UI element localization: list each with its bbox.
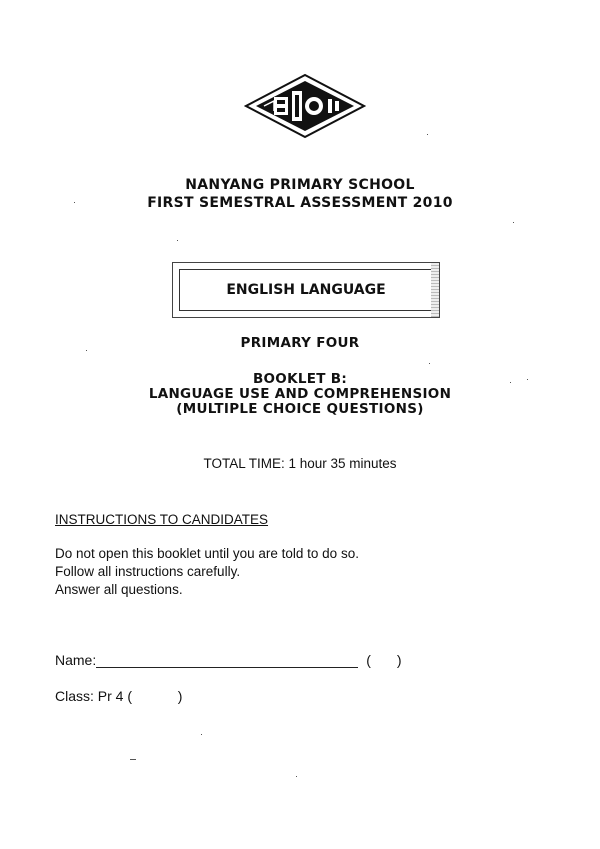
school-header <box>0 176 600 212</box>
scan-speck <box>130 759 136 760</box>
name-bracket-open: ( <box>366 652 371 668</box>
subject-box-edge <box>431 263 439 317</box>
booklet-info <box>0 372 600 417</box>
class-field-row <box>55 688 182 704</box>
level: PRIMARY FOUR <box>240 335 360 351</box>
booklet-line-3: (MULTIPLE CHOICE QUESTIONS) <box>176 401 424 417</box>
booklet-line-1: BOOKLET B: <box>252 371 348 387</box>
scan-speck <box>201 734 202 735</box>
instructions-heading: INSTRUCTIONS TO CANDIDATES <box>55 512 269 527</box>
scan-speck <box>429 363 430 364</box>
name-blank[interactable] <box>96 651 358 668</box>
assessment-title: FIRST SEMESTRAL ASSESSMENT 2010 <box>147 195 453 211</box>
scan-speck <box>427 134 428 135</box>
booklet-line-2: LANGUAGE USE AND COMPREHENSION <box>148 386 452 402</box>
name-bracket-close: ) <box>396 652 402 668</box>
instruction-item: Do not open this booklet until you are told to do so. <box>55 546 359 561</box>
school-logo <box>244 73 366 139</box>
instructions-list <box>55 545 359 599</box>
scan-speck <box>296 776 297 777</box>
scan-speck <box>510 382 511 383</box>
scan-speck <box>513 222 514 223</box>
class-bracket-close: ) <box>177 688 183 704</box>
total-time: TOTAL TIME: 1 hour 35 minutes <box>203 456 397 471</box>
scan-speck <box>74 202 75 203</box>
class-label: Class: Pr 4 ( <box>55 688 133 704</box>
school-name: NANYANG PRIMARY SCHOOL <box>185 177 415 193</box>
subject-box <box>172 262 440 318</box>
name-field-row <box>55 651 402 668</box>
subject-title: ENGLISH LANGUAGE <box>179 269 433 311</box>
instruction-item: Follow all instructions carefully. <box>55 564 241 579</box>
instruction-item: Answer all questions. <box>55 582 183 597</box>
name-label: Name: <box>55 652 97 668</box>
scan-speck <box>177 240 178 241</box>
scan-speck <box>86 350 87 351</box>
scan-speck <box>527 379 528 380</box>
